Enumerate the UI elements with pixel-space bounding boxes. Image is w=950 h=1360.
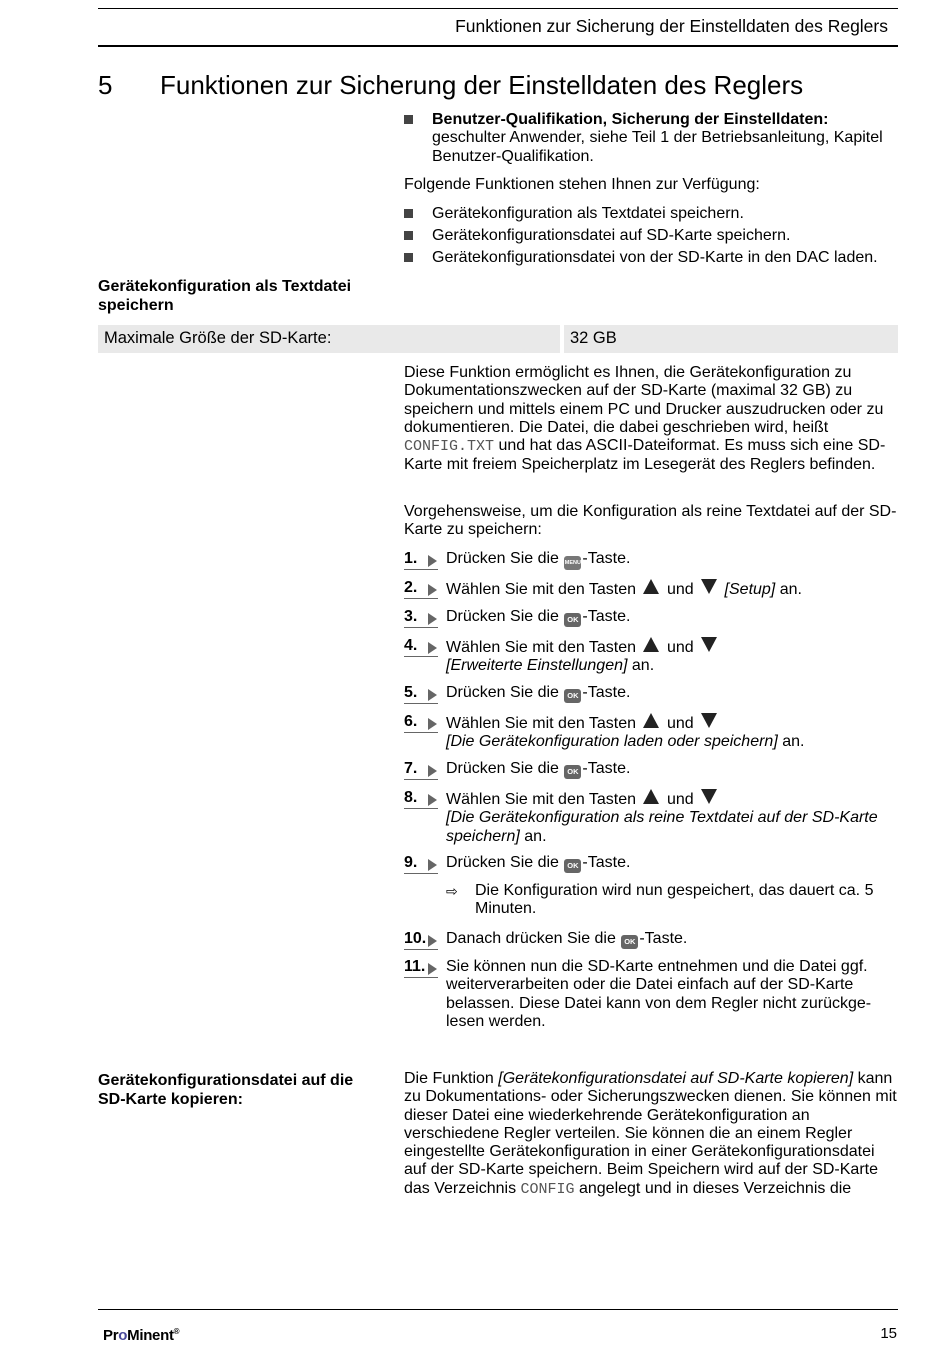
function-item-text: Gerätekonfiguration als Textdatei speichern. xyxy=(432,205,744,222)
page-number: 15 xyxy=(880,1325,897,1342)
chapter-number: 5 xyxy=(98,70,113,100)
step-number: 1. xyxy=(404,550,418,567)
ok-key-icon: OK xyxy=(564,765,581,779)
step-arrow-icon xyxy=(428,689,437,701)
down-key-icon xyxy=(701,637,717,652)
menu-key-icon: MENU xyxy=(564,556,581,570)
ok-key-icon: OK xyxy=(621,935,638,949)
step-number: 4. xyxy=(404,637,418,654)
copy-paragraph: Die Funktion [Gerätekonfigurationsdatei auf SD-Karte kopieren] kann zu Dokumentations- oder Sicherungszwecken dienen. Sie können mit dieser Datei eine wiederkehrende Gerätekonfiguration an verschiedene Regler verteilen. Sie können die an einem Regler eingestellte Gerätekonfiguration in einer Gerätekonfigurationsdatei auf der SD-Karte speichern. Beim Speichern wird auf der SD-Karte das Verzeichnis CONFIG angelegt und in dieses Verzeichnis die xyxy=(404,1070,897,1198)
step-number: 3. xyxy=(404,608,418,625)
chapter-title: Funktionen zur Sicherung der Einstelldaten des Reglers xyxy=(160,70,804,100)
step-arrow-icon xyxy=(428,859,437,871)
section-heading-textfile: Gerätekonfiguration als Textdatei speichern xyxy=(98,278,352,314)
step-arrow-icon xyxy=(428,765,437,777)
running-header: Funktionen zur Sicherung der Einstelldaten des Reglers xyxy=(455,16,888,36)
menu-path: [Gerätekonfigurationsdatei auf SD-Karte kopieren] xyxy=(498,1070,854,1087)
down-key-icon xyxy=(701,789,717,804)
step-number: 8. xyxy=(404,789,418,806)
step-number: 2. xyxy=(404,579,418,596)
section-heading-copy: Gerätekonfigurationsdatei auf die SD-Karte kopieren: xyxy=(98,1072,354,1108)
step-number: 11. xyxy=(404,958,426,975)
step-arrow-icon xyxy=(428,718,437,730)
step-arrow-icon xyxy=(428,642,437,654)
functions-lead: Folgende Funktionen stehen Ihnen zur Verfügung: xyxy=(404,176,760,193)
up-key-icon xyxy=(643,789,659,804)
step-arrow-icon xyxy=(428,963,437,975)
step-number: 9. xyxy=(404,854,418,871)
down-key-icon xyxy=(701,579,717,594)
bullet-square-icon xyxy=(404,253,413,262)
table-value: 32 GB xyxy=(570,329,617,347)
directory-code: CONFIG xyxy=(520,1180,575,1198)
bullet-square-icon xyxy=(404,231,413,240)
table-label: Maximale Größe der SD-Karte: xyxy=(104,329,332,347)
procedure-intro: Vorgehensweise, um die Konfiguration als reine Textdatei auf der SD-Karte zu speichern: xyxy=(404,503,897,539)
result-arrow-icon: ⇨ xyxy=(446,883,458,899)
down-key-icon xyxy=(701,713,717,728)
table-value-cell xyxy=(564,325,898,353)
ok-key-icon: OK xyxy=(564,613,581,627)
menu-path: [Die Gerätekonfiguration als reine Textdatei auf der SD-Karte speichern] xyxy=(446,809,878,845)
bullet-square-icon xyxy=(404,115,413,124)
qualification-label: Benutzer-Qualifikation, Sicherung der Einstelldaten: xyxy=(432,111,829,128)
step-number: 7. xyxy=(404,760,418,777)
qualification-text: geschulter Anwender, siehe Teil 1 der Betriebsanleitung, Kapitel Benutzer-Qualifikation. xyxy=(432,129,883,165)
function-item-text: Gerätekonfigurationsdatei von der SD-Karte in den DAC laden. xyxy=(432,249,878,266)
footer-rule xyxy=(98,1309,898,1310)
menu-path: [Die Gerätekonfiguration laden oder speichern] xyxy=(446,733,778,751)
ok-key-icon: OK xyxy=(564,689,581,703)
up-key-icon xyxy=(643,713,659,728)
function-item-text: Gerätekonfigurationsdatei auf SD-Karte speichern. xyxy=(432,227,791,244)
top-rule xyxy=(98,8,898,9)
step-number: 6. xyxy=(404,713,418,730)
ok-key-icon: OK xyxy=(564,859,581,873)
step-arrow-icon xyxy=(428,935,437,947)
prominent-logo: ProMinent® xyxy=(103,1327,180,1344)
step-text: Sie können nun die SD-Karte entnehmen und die Datei ggf. weiterverarbeiten oder die Datei einfach auf der SD-Karte belassen. Diese Datei kann von dem Regler nicht zurückge-lesen werden. xyxy=(446,958,872,1030)
sd-size-table xyxy=(98,325,898,353)
result-text: Die Konfiguration wird nun gespeichert, das dauert ca. 5 Minuten. xyxy=(475,882,874,918)
step-number: 5. xyxy=(404,684,418,701)
menu-path: [Erweiterte Einstellungen] xyxy=(446,657,628,675)
step-arrow-icon xyxy=(428,613,437,625)
step-number: 10. xyxy=(404,930,427,947)
step-arrow-icon xyxy=(428,794,437,806)
description-paragraph: Diese Funktion ermöglicht es Ihnen, die Gerätekonfiguration zu Dokumentationszwecken auf der SD-Karte (maximal 32 GB) zu speichern und mittels einem PC und Drucker auszudrucken oder zu dokumentieren. Die Datei, die dabei geschrieben wird, heißt CONFIG.TXT und hat das ASCII-Dateiformat. Es muss sich eine SD-Karte mit freiem Speicherplatz im Lesegerät des Reglers befinden. xyxy=(404,364,886,474)
table-label-cell xyxy=(98,325,560,353)
step-arrow-icon xyxy=(428,584,437,596)
bullet-square-icon xyxy=(404,209,413,218)
step-arrow-icon xyxy=(428,555,437,567)
filename-code: CONFIG.TXT xyxy=(404,438,495,456)
up-key-icon xyxy=(643,637,659,652)
up-key-icon xyxy=(643,579,659,594)
header-rule xyxy=(98,45,898,47)
menu-path: [Setup] xyxy=(724,581,776,598)
